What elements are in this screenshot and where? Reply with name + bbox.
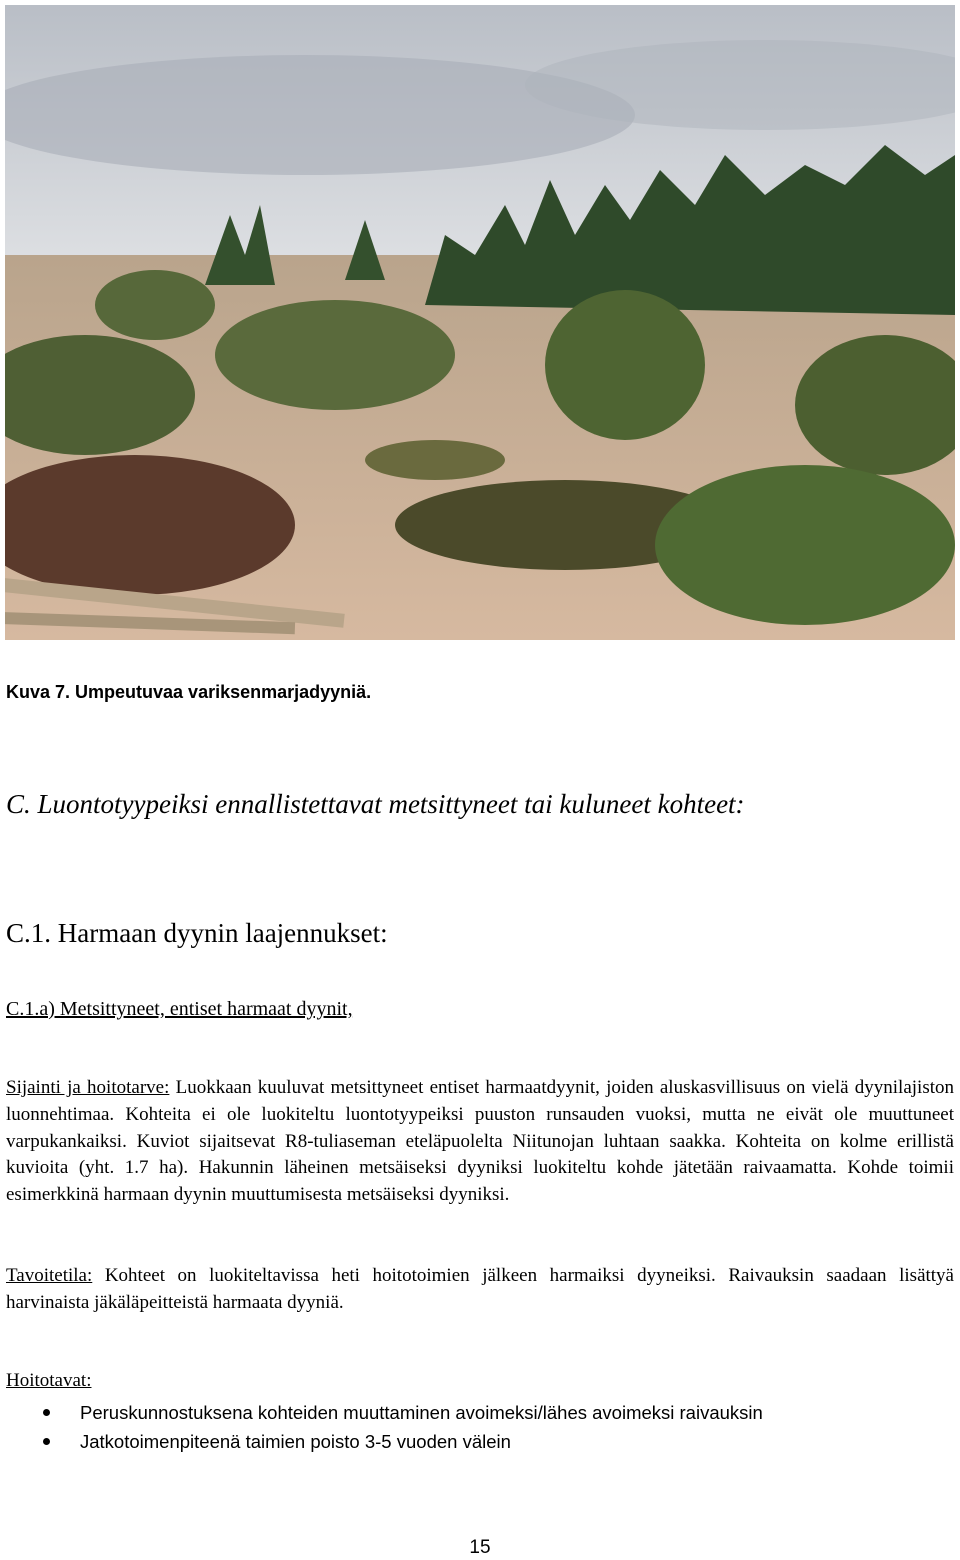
location-paragraph — [6, 1075, 954, 1209]
location-text: Luokkaan kuuluvat metsittyneet entiset harmaatdyynit, joiden aluskasvillisuus on vielä dyynilajiston luonnehtimaa. Kohteita ei ole luokiteltu luontotyypeiksi puuston runsauden vuoksi, mutta ne eivät ole muuttuneet varpukankaiksi. Kuviot sijaitsevat R8-tuliaseman eteläpuolelta Niitunojan luhtaan saakka. Kohteita on kolme erillistä kuvioita (yht. 1.7 ha). Hakunnin läheinen metsäiseksi dyyniksi luokiteltu kohde jätetään raivaamatta. Kohde toimii esimerkkinä harmaan dyynin muuttumisesta metsäiseksi dyyniksi. — [6, 1077, 955, 1206]
location-label: Sijainti ja hoitotarve: — [6, 1077, 170, 1098]
list-item-text: Peruskunnostuksena kohteiden muuttaminen avoimeksi/lähes avoimeksi raivauksin — [80, 1402, 763, 1423]
section-heading-c1: C.1. Harmaan dyynin laajennukset: — [6, 918, 388, 948]
target-state-label: Tavoitetila: — [6, 1265, 93, 1286]
page-number: 15 — [469, 1537, 491, 1558]
section-heading-c: C. Luontotyypeiksi ennallistettavat metsittyneet tai kuluneet kohteet: — [6, 789, 745, 819]
bullet-icon — [43, 1409, 50, 1416]
methods-heading: Hoitotavat: — [6, 1370, 92, 1391]
bullet-icon — [43, 1438, 50, 1445]
section-heading-c1a: C.1.a) Metsittyneet, entiset harmaat dyynit, — [6, 998, 353, 1020]
methods-list — [0, 1398, 940, 1456]
target-state-text: Kohteet on luokiteltavissa heti hoitotoimien jälkeen harmaiksi dyyneiksi. Raivauksin saadaan lisättyä harvinaista jäkäläpeitteistä harmaata dyyniä. — [6, 1265, 954, 1313]
list-item-text: Jatkotoimenpiteenä taimien poisto 3-5 vuoden välein — [80, 1431, 511, 1452]
landscape-photo — [5, 5, 955, 640]
target-state-paragraph — [6, 1263, 954, 1317]
figure-caption: Kuva 7. Umpeutuvaa variksenmarjadyyniä. — [6, 682, 372, 702]
list-item — [0, 1398, 940, 1427]
dune-landscape-image — [5, 5, 955, 640]
list-item — [0, 1427, 940, 1456]
